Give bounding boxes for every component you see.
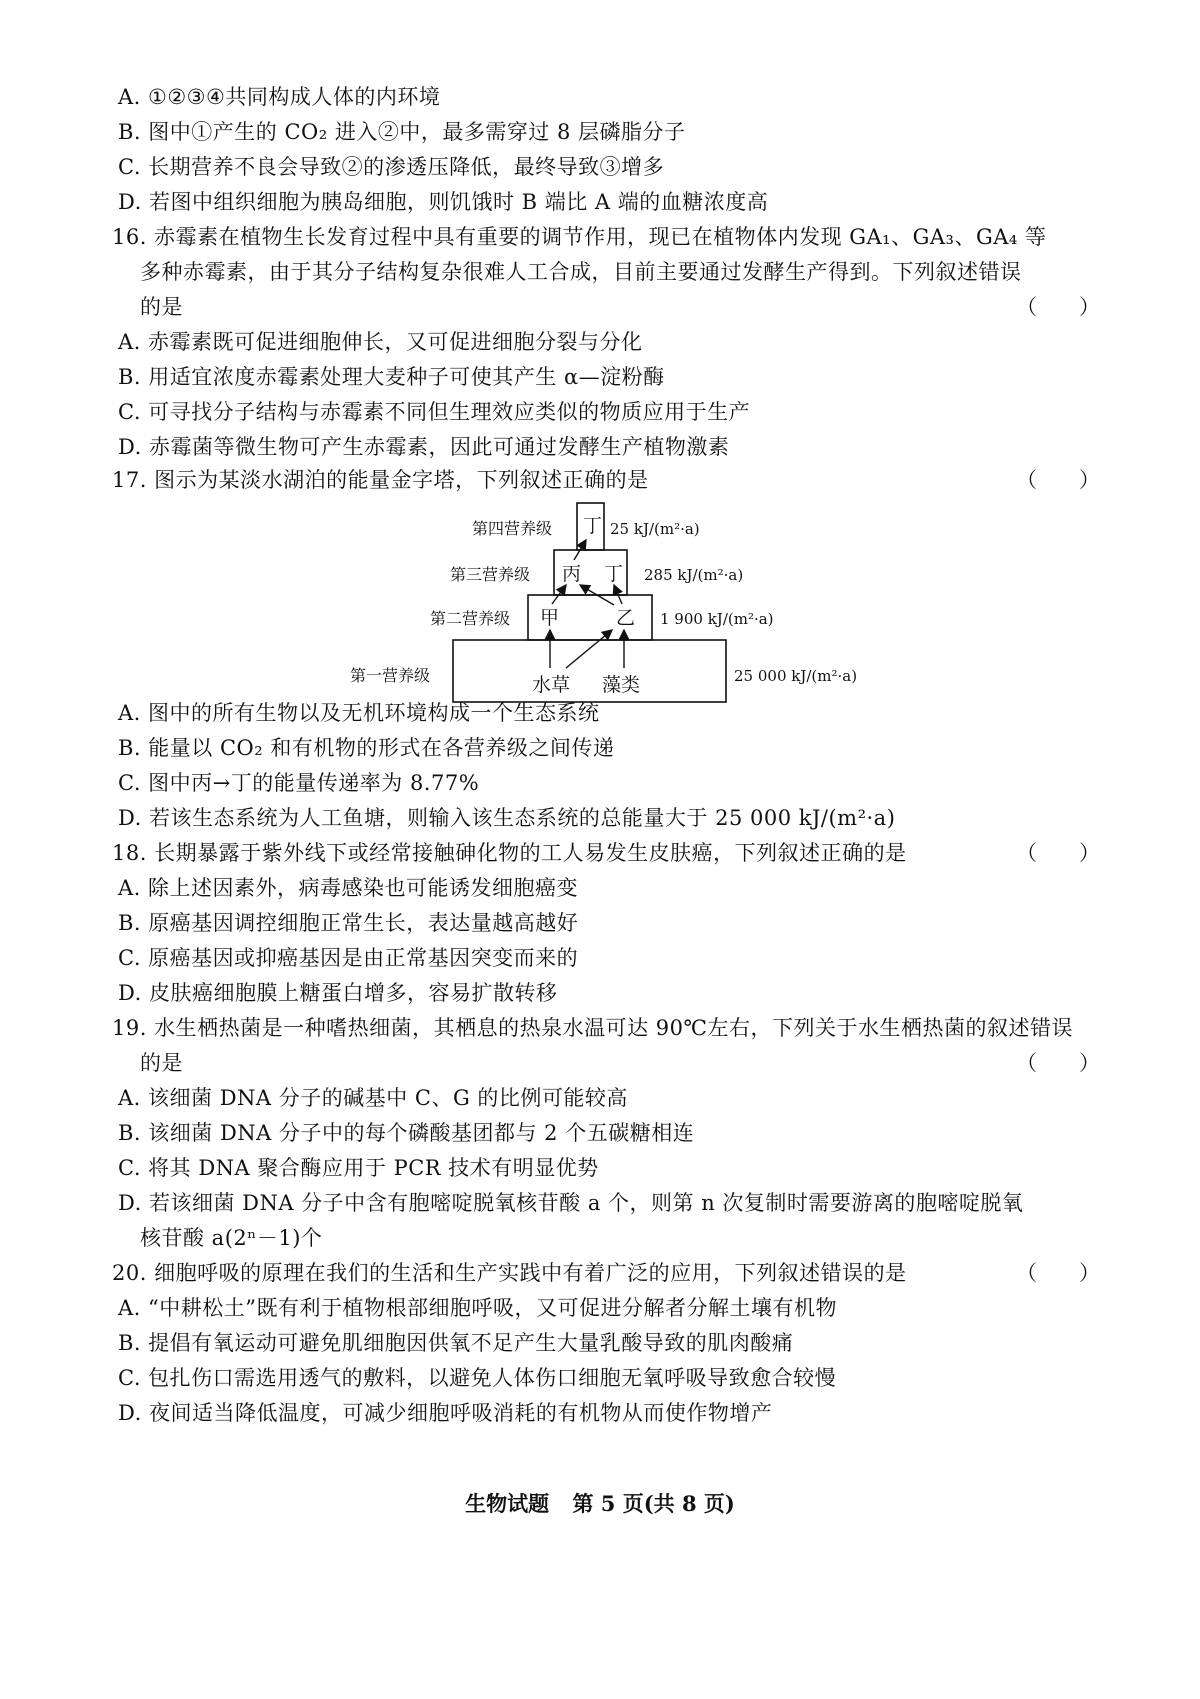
energy-value-1: 25 000 kJ/(m²·a) [734,667,858,685]
q19-option-a: A. 该细菌 DNA 分子的碱基中 C、G 的比例可能较高 [118,1086,628,1110]
q16-option-a: A. 赤霉素既可促进细胞伸长，又可促进细胞分裂与分化 [118,330,643,354]
q15-option-d: D. 若图中组织细胞为胰岛细胞，则饥饿时 B 端比 A 端的血糖浓度高 [118,190,769,214]
arrow-shuicao-to-yi [566,630,612,668]
level-label-3: 第三营养级 [450,565,531,584]
q19-answer-paren: （ ） [1016,1051,1100,1075]
energy-value-2: 1 900 kJ/(m²·a) [660,610,774,628]
level-label-1: 第一营养级 [350,666,431,685]
organism-ding-mid: 丁 [604,563,624,585]
q17-option-b: B. 能量以 CO₂ 和有机物的形式在各营养级之间传递 [118,736,615,760]
q19-option-b: B. 该细菌 DNA 分子中的每个磷酸基团都与 2 个五碳糖相连 [118,1121,695,1145]
level-label-4: 第四营养级 [472,519,553,538]
organism-shuicao: 水草 [532,674,571,696]
q16-stem-line1: 16. 赤霉素在植物生长发育过程中具有重要的调节作用，现已在植物体内发现 GA₁、GA₃、GA₄ 等 [112,225,1047,249]
organism-zaolei: 藻类 [602,674,641,696]
energy-value-3: 285 kJ/(m²·a) [644,566,744,584]
q20-option-c: C. 包扎伤口需选用透气的敷料，以避免人体伤口细胞无氧呼吸导致愈合较慢 [118,1366,837,1390]
organism-yi: 乙 [616,607,636,629]
q19-stem-line2: 的是 [140,1051,183,1075]
q20-option-b: B. 提倡有氧运动可避免肌细胞因供氧不足产生大量乳酸导致的肌肉酸痛 [118,1331,794,1355]
q17-answer-paren: （ ） [1016,468,1100,492]
energy-value-4: 25 kJ/(m²·a) [610,520,700,538]
organism-jia: 甲 [540,607,560,629]
footer-page-number: 第 5 页(共 8 页) [572,1491,735,1516]
q15-option-a: A. ①②③④共同构成人体的内环境 [118,85,441,109]
q17-stem: 17. 图示为某淡水湖泊的能量金字塔，下列叙述正确的是 [112,468,649,492]
q17-option-c: C. 图中丙→丁的能量传递率为 8.77% [118,771,480,795]
organism-ding-top: 丁 [583,515,603,537]
q18-option-a: A. 除上述因素外，病毒感染也可能诱发细胞癌变 [118,876,579,900]
organism-bing: 丙 [562,563,582,585]
page-footer [0,1488,1200,1518]
q15-option-b: B. 图中①产生的 CO₂ 进入②中，最多需穿过 8 层磷脂分子 [118,120,686,144]
level-label-2: 第二营养级 [430,609,511,628]
q19-option-d-line2: 核苷酸 a(2ⁿ－1)个 [140,1226,323,1250]
q16-option-d: D. 赤霉菌等微生物可产生赤霉素，因此可通过发酵生产植物激素 [118,435,730,459]
q18-option-c: C. 原癌基因或抑癌基因是由正常基因突变而来的 [118,946,579,970]
footer-subject: 生物试题 [465,1491,550,1516]
q20-answer-paren: （ ） [1016,1261,1100,1285]
q19-stem-line1: 19. 水生栖热菌是一种嗜热细菌，其栖息的热泉水温可达 90℃左右，下列关于水生栖热菌的叙述错误 [112,1016,1073,1040]
q18-stem: 18. 长期暴露于紫外线下或经常接触砷化物的工人易发生皮肤癌，下列叙述正确的是 [112,841,907,865]
q16-stem-line3: 的是 [140,295,183,319]
q18-option-b: B. 原癌基因调控细胞正常生长，表达量越高越好 [118,911,579,935]
q19-option-c: C. 将其 DNA 聚合酶应用于 PCR 技术有明显优势 [118,1156,599,1180]
q20-stem: 20. 细胞呼吸的原理在我们的生活和生产实践中有着广泛的应用，下列叙述错误的是 [112,1261,907,1285]
q20-option-d: D. 夜间适当降低温度，可减少细胞呼吸消耗的有机物从而使作物增产 [118,1401,773,1425]
q16-answer-paren: （ ） [1016,295,1100,319]
q19-option-d-line1: D. 若该细菌 DNA 分子中含有胞嘧啶脱氧核苷酸 a 个，则第 n 次复制时需要游离的胞嘧啶脱氧 [118,1191,1024,1215]
q16-option-b: B. 用适宜浓度赤霉素处理大麦种子可使其产生 α—淀粉酶 [118,365,665,389]
q17-option-d: D. 若该生态系统为人工鱼塘，则输入该生态系统的总能量大于 25 000 kJ/(m²·a) [118,806,896,830]
q16-stem-line2: 多种赤霉素，由于其分子结构复杂很难人工合成，目前主要通过发酵生产得到。下列叙述错误 [140,260,1022,284]
q16-option-c: C. 可寻找分子结构与赤霉素不同但生理效应类似的物质应用于生产 [118,400,751,424]
q15-option-c: C. 长期营养不良会导致②的渗透压降低，最终导致③增多 [118,155,665,179]
q18-answer-paren: （ ） [1016,841,1100,865]
q18-option-d: D. 皮肤癌细胞膜上糖蛋白增多，容易扩散转移 [118,981,558,1005]
q17-option-a: A. 图中的所有生物以及无机环境构成一个生态系统 [118,701,600,725]
q20-option-a: A. “中耕松土”既有利于植物根部细胞呼吸，又可促进分解者分解土壤有机物 [118,1296,837,1320]
